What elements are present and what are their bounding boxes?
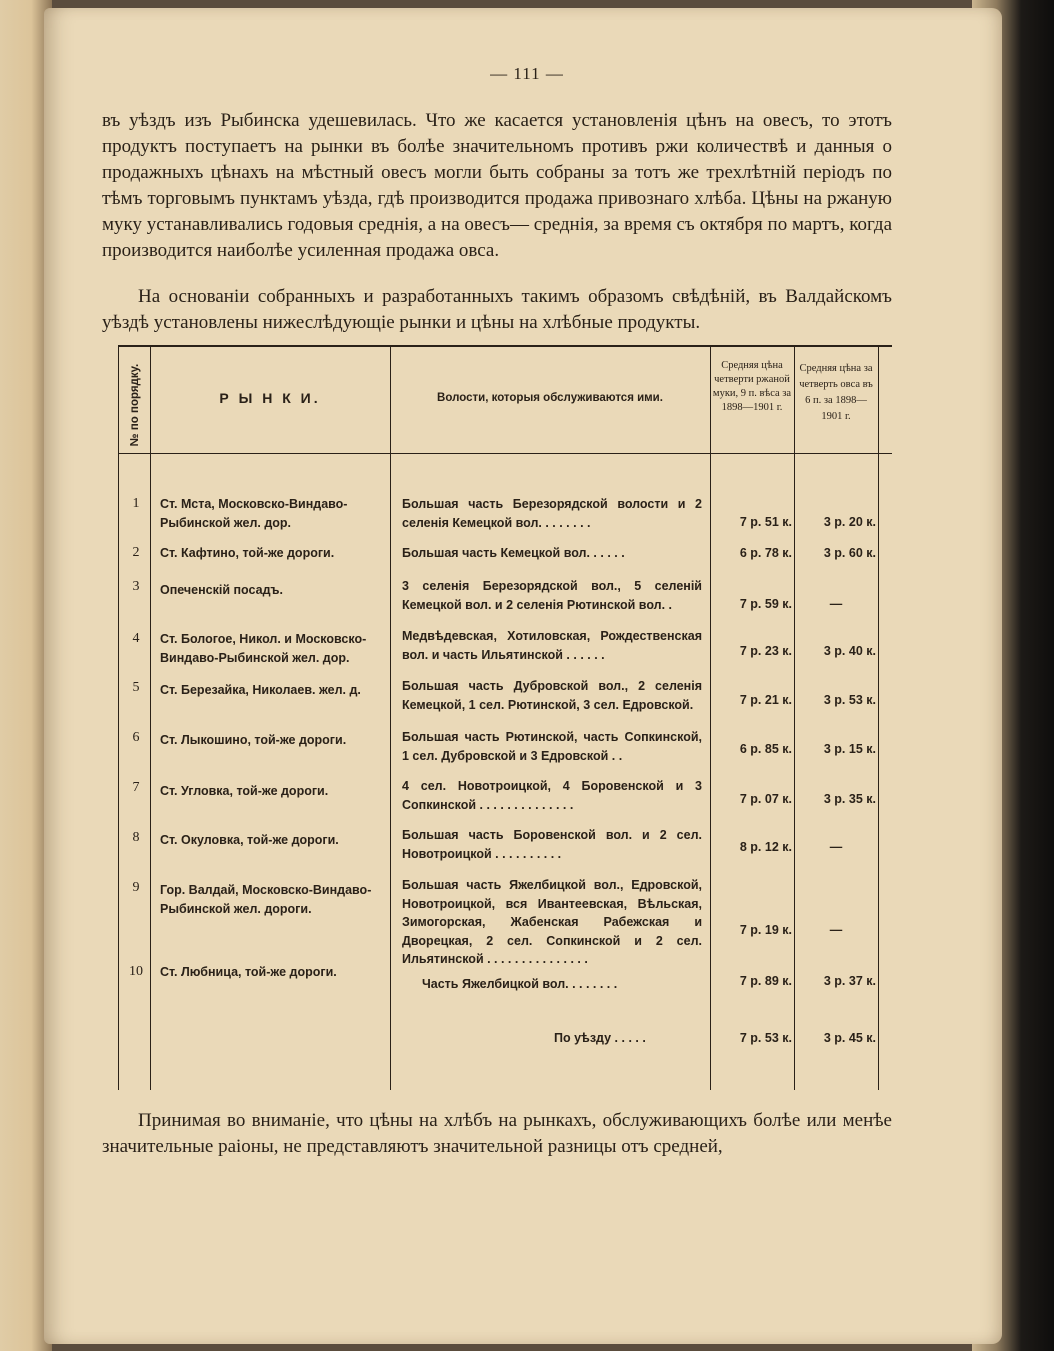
oats-price: — [829, 840, 843, 854]
volosti-served: Медвѣдевская, Хотиловская, Рождественская вол. и часть Ильятинской . . . . . . [402, 629, 702, 662]
header-volosti: Волости, которыя обслуживаются ими. [437, 392, 663, 404]
oats-price: 3 р. 40 к. [823, 644, 876, 658]
header-market: Р Ы Н К И. [219, 390, 321, 406]
market-name: Ст. Окуловка, той-же дороги. [160, 833, 339, 847]
total-oats-price: 3 р. 45 к. [823, 1031, 876, 1045]
oats-price: 3 р. 37 к. [823, 974, 876, 988]
oats-price: 3 р. 20 к. [823, 515, 876, 529]
oats-price: 3 р. 15 к. [823, 742, 876, 756]
volosti-served: Большая часть Дубровской вол., 2 селенія Кемецкой, 1 сел. Рютинской, 3 сел. Едровской. [402, 679, 702, 712]
market-name: Ст. Бологое, Никол. и Московско-Виндаво-Рыбинской жел. дор. [160, 632, 367, 665]
oats-price: — [829, 597, 843, 611]
row-number: 8 [132, 830, 140, 845]
col-divider-2 [390, 345, 391, 1090]
oats-price: 3 р. 60 к. [823, 546, 876, 560]
header-oats-price: Средняя цѣна за четверть овса въ 6 п. за 1898—1901 г. [799, 363, 873, 422]
market-name: Ст. Березайка, Николаев. жел. д. [160, 683, 361, 697]
volosti-served: Часть Яжелбицкой вол. . . . . . . . [422, 977, 618, 991]
oats-price: 3 р. 53 к. [823, 693, 876, 707]
total-label: По уѣзду . . . . . [554, 1031, 646, 1045]
table-left-border [118, 345, 119, 1090]
paragraph-2: На основаніи собранныхъ и разработанныхъ такимъ образомъ свѣдѣній, въ Валдайскомъ уѣздѣ установлены нижеслѣдующіе рынки и цѣны на хлѣбные продукты. [102, 286, 892, 333]
rye-price: 6 р. 85 к. [739, 742, 792, 756]
rye-price: 8 р. 12 к. [739, 840, 792, 854]
paragraph-3: Принимая во вниманіе, что цѣны на хлѣбъ на рынкахъ, обслуживающихъ болѣе или менѣе значительные раіоны, не представляютъ значительной разницы отъ средней, [102, 1110, 892, 1157]
paragraph-intro [102, 108, 892, 264]
table-right-border [878, 345, 879, 1090]
rye-price: 6 р. 78 к. [739, 546, 792, 560]
rye-price: 7 р. 19 к. [739, 923, 792, 937]
prices-table [118, 345, 892, 1090]
rye-price: 7 р. 51 к. [739, 515, 792, 529]
market-name: Ст. Угловка, той-же дороги. [160, 784, 329, 798]
volosti-served: 3 селенія Березорядской вол., 5 селеній Кемецкой вол. и 2 селенія Рютинской вол. . [402, 579, 702, 612]
market-name: Ст. Мста, Московско-Виндаво-Рыбинской жел. дор. [160, 497, 348, 530]
oats-price: 3 р. 35 к. [823, 792, 876, 806]
volosti-served: Большая часть Березорядской волости и 2 селенія Кемецкой вол. . . . . . . . [402, 497, 702, 530]
row-number: 2 [132, 545, 140, 560]
volosti-served: Большая часть Боровенской вол. и 2 сел. Новотроицкой . . . . . . . . . . [402, 828, 702, 861]
header-num: № по порядку. [129, 363, 141, 447]
rye-price: 7 р. 89 к. [739, 974, 792, 988]
col-divider-3 [710, 345, 711, 1090]
market-name: Ст. Любница, той-же дороги. [160, 965, 337, 979]
row-number: 9 [132, 880, 140, 895]
volosti-served: 4 сел. Новотроицкой, 4 Боровенской и 3 Сопкинской . . . . . . . . . . . . . . [402, 779, 702, 812]
rye-price: 7 р. 21 к. [739, 693, 792, 707]
paragraph-closing [102, 1108, 892, 1160]
volosti-served: Большая часть Рютинской, часть Сопкинской, 1 сел. Дубровской и 3 Едровской . . [402, 730, 702, 763]
oats-price: — [829, 923, 843, 937]
row-number: 10 [129, 964, 143, 979]
page-number: — 111 — [490, 64, 564, 83]
paragraph-1: въ уѣздъ изъ Рыбинска удешевилась. Что же касается установленія цѣнъ на овесъ, то этотъ продуктъ поступаетъ на рынки въ болѣе значительномъ противъ ржи количествѣ и данныя о продажныхъ цѣнахъ на мѣстный овесъ могли быть собраны за тотъ же трехлѣтній періодъ по тѣмъ торговымъ пунктамъ уѣзда, гдѣ производится продажа привознаго хлѣба. Цѣны на ржаную муку устанавливались годовыя среднія, а на овесъ— среднія, за время съ октября по мартъ, когда производится наиболѣе усиленная продажа овса. [102, 110, 892, 261]
row-number: 1 [132, 496, 140, 511]
row-number: 5 [132, 680, 140, 695]
col-divider-1 [150, 345, 151, 1090]
paragraph-lead-in [102, 284, 892, 336]
header-rye-price: Средняя цѣна четверти ржаной муки, 9 п. вѣса за 1898—1901 г. [712, 360, 792, 413]
row-number: 4 [132, 631, 140, 646]
total-rye-price: 7 р. 53 к. [739, 1031, 792, 1045]
rye-price: 7 р. 23 к. [739, 644, 792, 658]
row-number: 6 [132, 730, 140, 745]
market-name: Гор. Валдай, Московско-Виндаво-Рыбинской жел. дороги. [160, 883, 372, 916]
header-bottom-rule [118, 453, 892, 454]
col-divider-4 [794, 345, 795, 1090]
rye-price: 7 р. 59 к. [739, 597, 792, 611]
row-number: 7 [132, 780, 140, 795]
market-name: Опеченскій посадъ. [160, 583, 283, 597]
rye-price: 7 р. 07 к. [739, 792, 792, 806]
volosti-served: Большая часть Яжелбицкой вол., Едровской, Новотроицкой, вся Ивантеевская, Вѣльская, Зимогорская, Жабенская Рабежская и Дворецкая, 2 сел. Сопкинской и 2 сел. Ильятинской . . . . . . . . . . . . . . . [402, 878, 702, 966]
table-top-rule [118, 345, 892, 347]
market-name: Ст. Кафтино, той-же дороги. [160, 546, 335, 560]
volosti-served: Большая часть Кемецкой вол. . . . . . [402, 546, 625, 560]
row-number: 3 [132, 579, 140, 594]
market-name: Ст. Лыкошино, той-же дороги. [160, 733, 347, 747]
